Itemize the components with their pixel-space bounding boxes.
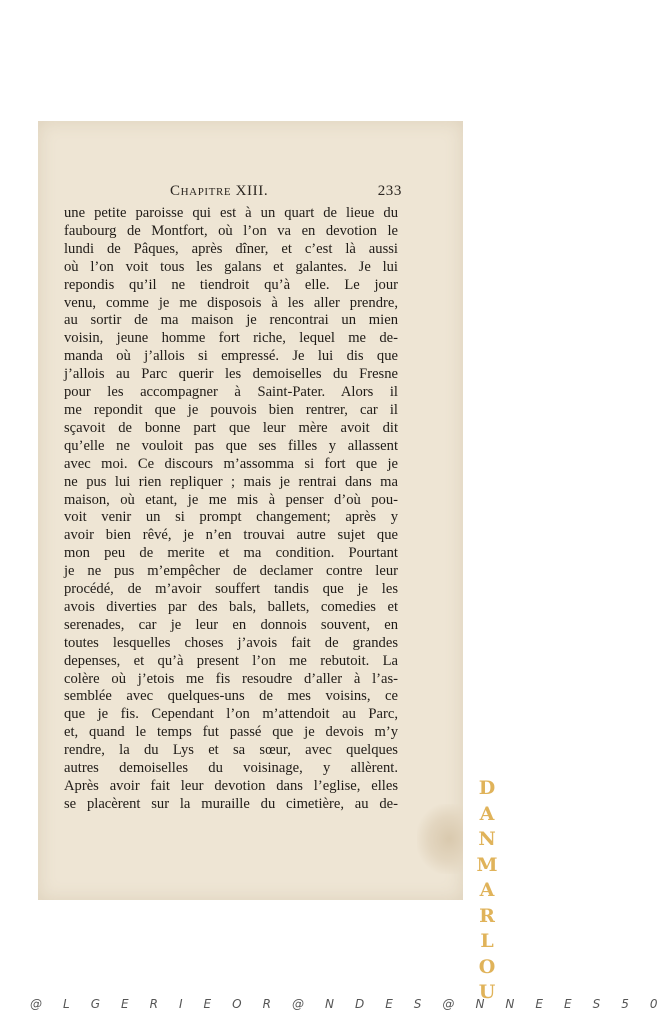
text-line: Après avoir fait leur devotion dans l’eglise, elles [64,778,398,794]
text-line: j’allois au Parc querir les demoiselles du Fresne [64,366,398,383]
watermark-letter: O [478,955,496,978]
text-line: autres demoiselles du voisinage, y allèrent. [64,760,398,777]
text-line: au sortir de ma maison je rencontrai un mien [64,312,398,329]
text-line: mon peu de merite et ma condition. Pourtant [64,545,398,562]
text-line: semblée avec quelques-uns de mes voisins, ce [64,688,398,705]
text-line: se placèrent sur la muraille du cimetière, au de- [64,795,398,812]
watermark-vertical [476,776,498,1006]
watermark-letter: R [479,904,495,927]
text-line: venu, comme je me disposois à les aller prendre, [64,294,398,311]
body-text [64,205,398,814]
text-line: qu’elle ne vouloit pas que ses filles y allassent [64,437,398,454]
text-line: une petite paroisse qui est à un quart de lieue du [64,205,398,221]
text-line: repondis qu’il ne tiendroit qu’à elle. Le jour [64,276,398,293]
watermark-letter: D [478,777,496,799]
text-line: faubourg de Montfort, où l’on va en devotion le [64,222,398,239]
text-line: depenses, et qu’à present l’on me rebutoit. La [64,652,398,669]
watermark-letter: N [478,828,496,850]
watermark-letter: A [479,879,495,901]
watermark-letter: M [476,853,498,876]
text-line: colère où j’etois me fis resoudre d’aller à l’as- [64,670,398,687]
watermark-bottom: @ L G E R I E O R @ N D E S @ N N E E S 5 0 [30,997,666,1011]
paper-stain [417,804,463,874]
text-line: avec moi. Ce discours m’assomma si fort que je [64,455,398,472]
text-line: pour les accompagner à Saint-Pater. Alors il [64,384,398,401]
text-line: rendre, la du Lys et sa sœur, avec quelques [64,742,398,759]
text-line: ne pus lui rien repliquer ; mais je rentrai dans ma [64,473,398,490]
chapter-title: Chapitre XIII. [170,183,269,199]
page-number: 233 [377,183,402,199]
text-line: voit venir un si prompt changement; après y [64,509,398,526]
running-head [170,183,402,200]
text-line: me repondit que je pouvois bien rentrer, car il [64,401,398,418]
text-line: sçavoit de bonne part que leur mère avoit dit [64,419,398,436]
text-line: voisin, jeune homme fort riche, lequel me de- [64,330,398,347]
watermark-letter: A [479,802,495,825]
text-line: lundi de Pâques, après dîner, et c’est là aussi [64,240,398,257]
text-line: toutes lesquelles choses j’avois fait de grandes [64,634,398,651]
text-line: avoir bien rêvé, je n’en trouvai autre sujet que [64,527,398,544]
text-line: procédé, de m’avoir souffert tandis que je les [64,581,398,598]
text-line: je ne pus m’empêcher de declamer contre leur [64,563,398,580]
text-line: manda où j’allois si empressé. Je lui dis que [64,348,398,365]
text-line: maison, où etant, je me mis à penser d’où pou- [64,491,398,508]
text-line: où l’on voit tous les galans et galantes. Je lui [64,258,398,275]
watermark-letter: U [478,981,496,1003]
text-line: avois diverties par des bals, ballets, comedies et [64,598,398,615]
text-line: que je fis. Cependant l’on m’attendoit au Parc, [64,706,398,723]
watermark-letter: L [480,930,494,952]
text-line: et, quand le temps fut passé que je devois m’y [64,724,398,741]
text-line: serenades, car je leur en donnois souvent, en [64,616,398,633]
